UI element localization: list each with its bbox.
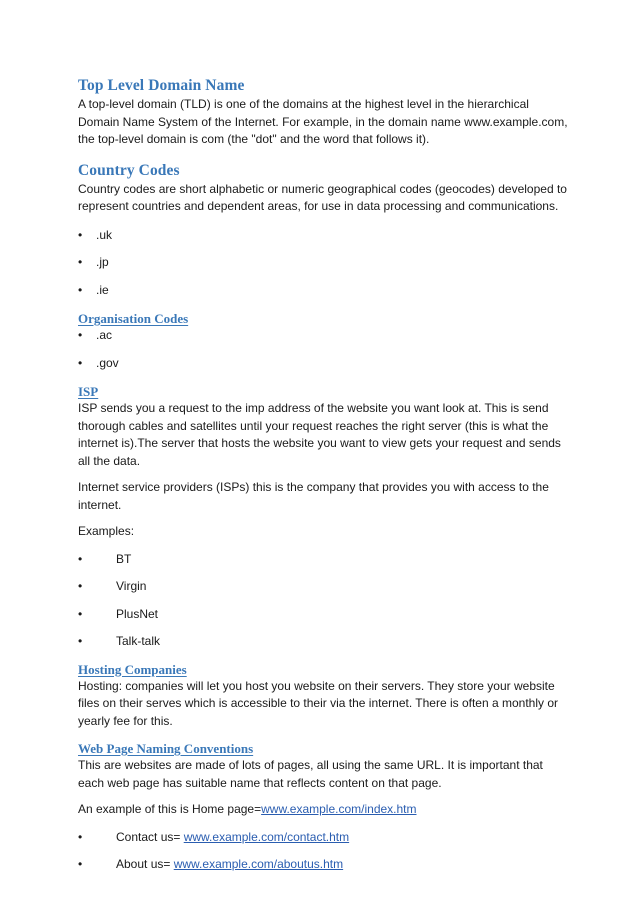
heading-top-level-domain: Top Level Domain Name <box>78 77 245 94</box>
about-label: About us= <box>116 857 174 871</box>
list-item <box>78 633 568 651</box>
bullet-icon: • <box>78 282 83 297</box>
list-item <box>78 551 568 569</box>
bullet-icon: • <box>78 634 83 648</box>
bullet-icon: • <box>78 255 83 269</box>
list-item-text: .jp <box>96 255 109 269</box>
bullet-icon: • <box>78 355 83 370</box>
list-item-text: Talk-talk <box>116 634 161 648</box>
list-item-text <box>116 829 349 847</box>
list-item-text: .gov <box>96 355 119 370</box>
isp-paragraph: ISP sends you a request to the imp address of the website you want look at. This is send thorough cables and satellites until your request reaches the right server (this is what the internet is).The server that hosts the website you want to view gets your request and sends all the data. <box>78 401 561 468</box>
bullet-icon: • <box>78 328 83 342</box>
list-item <box>78 829 568 847</box>
list-item-text <box>116 856 343 874</box>
list-item <box>78 355 568 373</box>
naming-paragraph: This are websites are made of lots of pages, all using the same URL. It is important that each web page has suitable name that reflects content on that page. <box>78 758 543 790</box>
list-item <box>78 606 568 624</box>
index-page-link[interactable]: www.example.com/index.htm <box>261 802 417 816</box>
bullet-icon: • <box>78 857 83 871</box>
naming-example-text: An example of this is Home page= <box>78 802 262 816</box>
heading-hosting-companies: Hosting Companies <box>78 661 187 677</box>
examples-label: Examples: <box>78 524 135 538</box>
naming-example <box>78 801 568 819</box>
list-item <box>78 856 568 874</box>
heading-organisation-codes: Organisation Codes <box>78 311 189 326</box>
hosting-paragraph: Hosting: companies will let you host you website on their servers. They store your website files on their serves which is accessible to their via the internet. There is often a monthly or yearly fee for this. <box>78 678 559 728</box>
country-codes-paragraph: Country codes are short alphabetic or numeric geographical codes (geocodes) developed to represent countries and dependent areas, for use in data processing and communications. <box>78 181 567 213</box>
list-item-text: PlusNet <box>116 606 159 621</box>
list-item <box>78 327 568 345</box>
bullet-icon: • <box>78 579 83 593</box>
bullet-icon: • <box>78 227 83 242</box>
list-item <box>78 254 568 272</box>
bullet-icon: • <box>78 606 83 621</box>
about-page-link[interactable]: www.example.com/aboutus.htm <box>173 857 344 871</box>
heading-web-page-naming: Web Page Naming Conventions <box>78 741 254 756</box>
list-item-text: Virgin <box>116 579 147 593</box>
bullet-icon: • <box>78 829 83 844</box>
heading-country-codes: Country Codes <box>78 161 180 179</box>
list-item-text: .uk <box>96 227 113 242</box>
list-item <box>78 282 568 300</box>
list-item-text: BT <box>116 551 132 566</box>
contact-page-link[interactable]: www.example.com/contact.htm <box>183 829 350 844</box>
list-item-text: .ac <box>96 328 113 342</box>
list-item <box>78 227 568 245</box>
tld-paragraph: A top-level domain (TLD) is one of the domains at the highest level in the hierarchical Domain Name System of the Internet. For example, in the domain name www.example.com, the top-level domain is com (the "dot" and the word that follows it). <box>78 97 568 146</box>
bullet-icon: • <box>78 551 83 566</box>
document-page <box>78 76 568 874</box>
contact-label: Contact us= <box>116 829 184 844</box>
isp-providers-paragraph: Internet service providers (ISPs) this is the company that provides you with access to the internet. <box>78 480 549 512</box>
heading-isp: ISP <box>78 384 99 399</box>
list-item <box>78 578 568 596</box>
list-item-text: .ie <box>96 282 109 297</box>
